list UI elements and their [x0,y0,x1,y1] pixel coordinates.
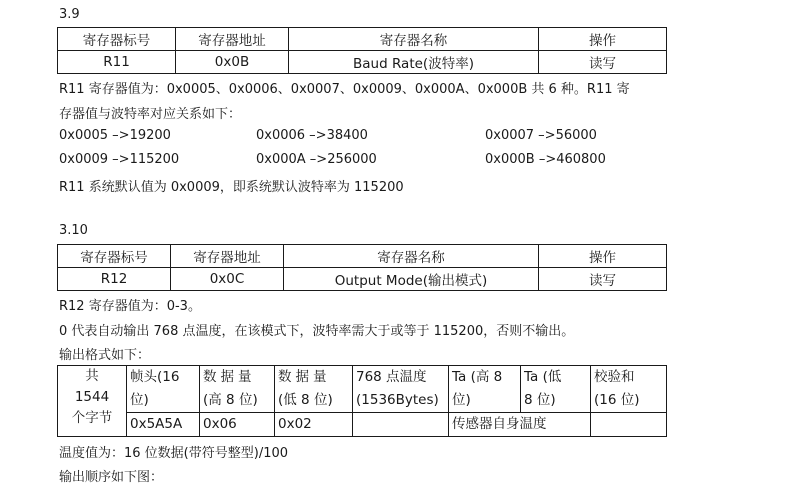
cell-ta-high [449,366,521,413]
cell-total-bytes [58,366,127,437]
cell-ta-low [521,366,591,413]
header-operation: 操作 [539,245,667,268]
r12-value-text: R12 寄存器值为：0-3。 [59,299,201,314]
temperature-value-text: 温度值为：16 位数据(带符号整型)/100 [59,446,289,461]
baud-mapping-item: 0x0009 –>115200 [59,152,180,167]
data-low-unit: (低 8 位) [278,392,333,408]
cell-register-name: Baud Rate(波特率) [289,51,539,74]
baud-mapping-item: 0x0005 –>19200 [59,128,171,143]
section-heading-3-10: 3.10 [59,223,88,238]
cell-register-address: 0x0B [176,51,289,74]
header-register-address: 寄存器地址 [171,245,284,268]
cell-operation: 读写 [539,268,667,291]
format-value-row [58,413,667,437]
header-register-name: 寄存器名称 [289,28,539,51]
header-register-id: 寄存器标号 [58,28,176,51]
cell-data-low-value: 0x02 [275,413,353,437]
table-header-row [58,28,667,51]
ta-low-unit: 8 位) [524,392,556,408]
table-header-row [58,245,667,268]
register-table-r11 [57,27,667,74]
r11-default-text: R11 系统默认值为 0x0009，即系统默认波特率为 115200 [59,180,404,195]
header-register-address: 寄存器地址 [176,28,289,51]
total-count: 1544 [74,389,110,405]
temps-unit: (1536Bytes) [356,392,439,408]
cell-checksum [591,366,667,413]
data-high-unit: (高 8 位) [203,392,258,408]
register-table-r12 [57,244,667,291]
output-format-table [57,365,667,437]
cell-register-address: 0x0C [171,268,284,291]
table-row [58,268,667,291]
data-high-label: 数据量 [203,369,256,385]
ta-high-label: Ta (高 8 [452,369,503,385]
total-label: 共 [85,368,99,384]
baud-mapping-item: 0x0006 –>38400 [256,128,368,143]
cell-data-high-value: 0x06 [200,413,275,437]
r11-description-line1: R11 寄存器值为：0x0005、0x0006、0x0007、0x0009、0x000A、0x000B 共 6 种。R11 寄 [59,82,630,97]
cell-frame-head-value: 0x5A5A [127,413,200,437]
cell-temperatures [353,366,449,413]
cell-temperatures-value [353,413,449,437]
cell-operation: 读写 [539,51,667,74]
frame-head-unit: 位) [130,392,149,408]
cell-ta-value: 传感器自身温度 [449,413,591,437]
frame-head-label: 帧头(16 [130,369,180,385]
cell-register-id: R11 [58,51,176,74]
header-register-name: 寄存器名称 [284,245,539,268]
r11-description-line2: 存器值与波特率对应关系如下： [59,107,242,122]
checksum-label: 校验和 [594,369,635,385]
cell-frame-head [127,366,200,413]
table-row [58,51,667,74]
cell-data-low [275,366,353,413]
cell-register-name: Output Mode(输出模式) [284,268,539,291]
checksum-unit: (16 位) [594,392,640,408]
cell-checksum-value [591,413,667,437]
format-intro: 输出格式如下： [59,348,151,363]
baud-mapping-item: 0x0007 –>56000 [485,128,597,143]
baud-mapping-item: 0x000A –>256000 [256,152,377,167]
ta-high-unit: 位) [452,392,471,408]
total-unit: 个字节 [71,410,113,426]
header-register-id: 寄存器标号 [58,245,171,268]
cell-data-high [200,366,275,413]
format-header-row [58,366,667,413]
header-operation: 操作 [539,28,667,51]
section-heading-3-9: 3.9 [59,7,80,22]
cell-register-id: R12 [58,268,171,291]
output-order-text: 输出顺序如下图： [59,470,164,485]
temps-label: 768 点温度 [356,369,427,385]
data-low-label: 数据量 [278,369,331,385]
mode0-description: 0 代表自动输出 768 点温度，在该模式下，波特率需大于或等于 115200，否则不输出。 [59,324,575,339]
baud-mapping-item: 0x000B –>460800 [485,152,606,167]
ta-low-label: Ta (低 [524,369,562,385]
